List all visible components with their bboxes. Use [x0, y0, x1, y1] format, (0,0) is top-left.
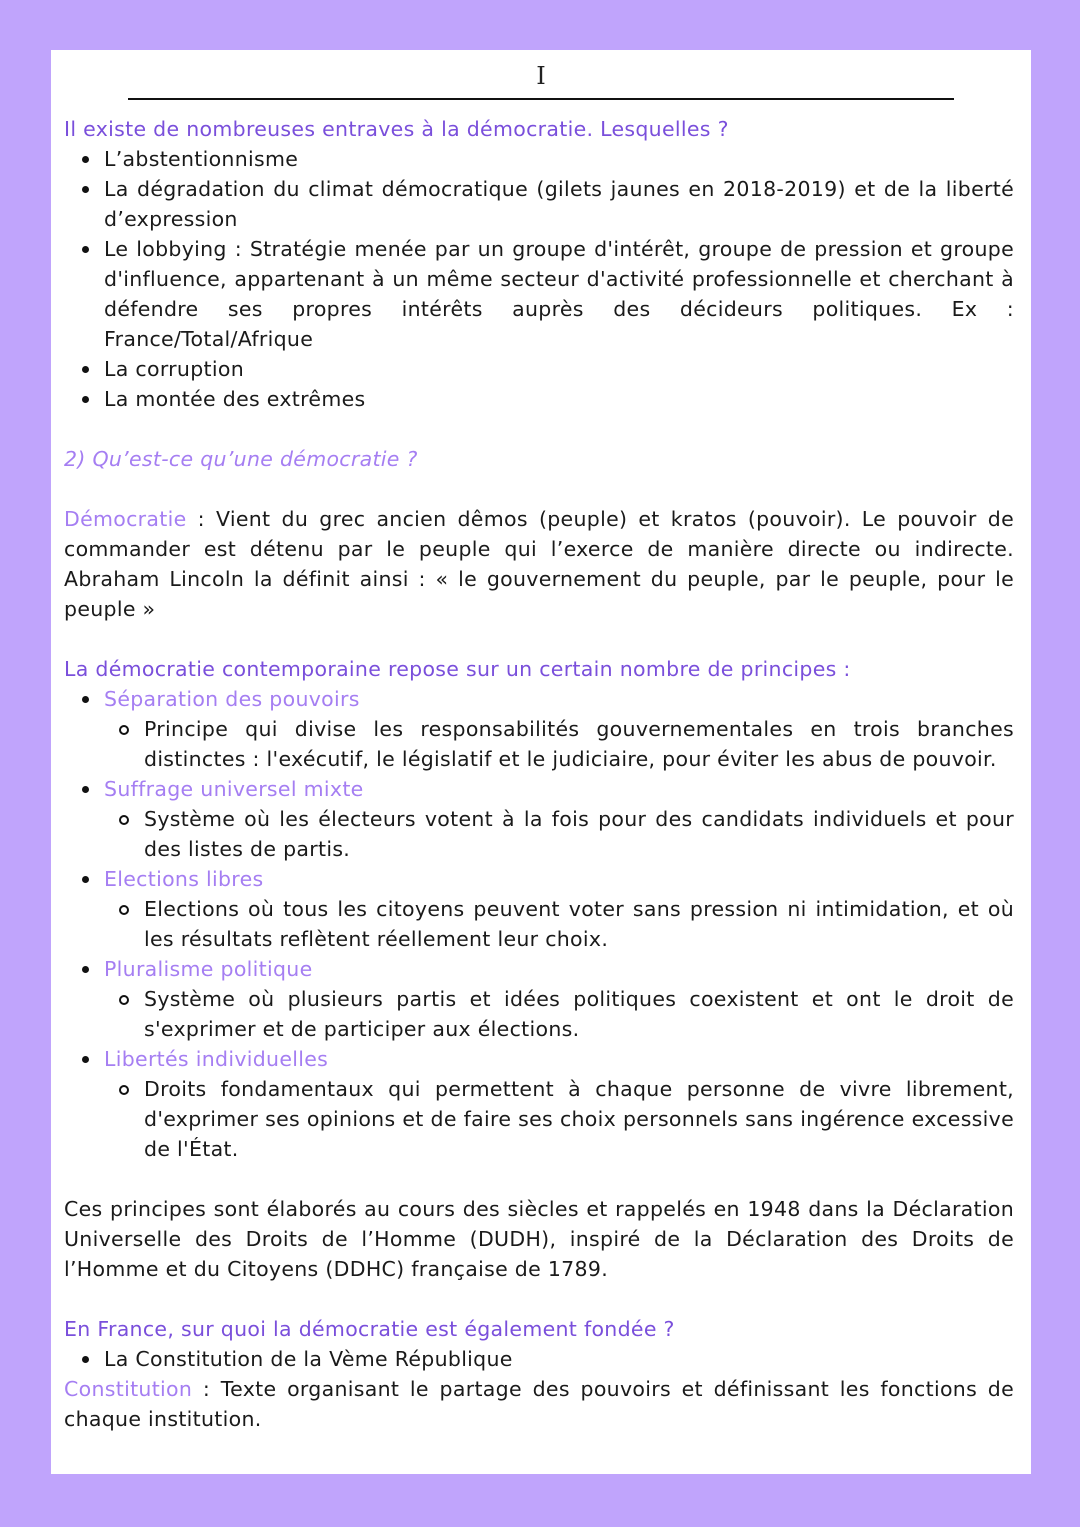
principle-detail: Principe qui divise les responsabilités gouvernementales en trois branches distinctes : l'exécutif, le législatif et le judiciaire, pour éviter les abus de pouvoir. — [104, 714, 1014, 774]
principles-list — [64, 684, 1014, 1164]
constitution-definition — [64, 1374, 1014, 1434]
list-item: La Constitution de la Vème République — [64, 1344, 1014, 1374]
principle-detail: Droits fondamentaux qui permettent à chaque personne de vivre librement, d'exprimer ses opinions et de faire ses choix personnels sans ingérence excessive de l'État. — [104, 1074, 1014, 1164]
principle-title: Séparation des pouvoirs — [104, 687, 360, 711]
principle-title: Libertés individuelles — [104, 1047, 329, 1071]
document-page — [51, 50, 1031, 1474]
definition-term: Constitution — [64, 1377, 193, 1401]
definition-term: Démocratie — [64, 507, 187, 531]
principle-detail: Système où les électeurs votent à la fois pour des candidats individuels et pour des listes de partis. — [104, 804, 1014, 864]
header-divider — [128, 98, 954, 100]
principle-detail: Elections où tous les citoyens peuvent voter sans pression ni intimidation, et où les résultats reflètent réellement leur choix. — [104, 894, 1014, 954]
definition-text: : Texte organisant le partage des pouvoirs et définissant les fonctions de chaque institution. — [64, 1377, 1014, 1431]
list-item: La dégradation du climat démocratique (gilets jaunes en 2018-2019) et de la liberté d’expression — [64, 174, 1014, 234]
principle-item — [64, 774, 1014, 864]
principle-item — [64, 864, 1014, 954]
principle-item — [64, 1044, 1014, 1164]
principle-item — [64, 684, 1014, 774]
obstacles-question: Il existe de nombreuses entraves à la démocratie. Lesquelles ? — [64, 117, 729, 141]
list-item: L’abstentionnisme — [64, 144, 1014, 174]
france-list — [64, 1344, 1014, 1374]
principles-closing: Ces principes sont élaborés au cours des siècles et rappelés en 1948 dans la Déclaration Universelle des Droits de l’Homme (DUDH), inspiré de la Déclaration des Droits de l’Homme et du Citoyens (DDHC) française de 1789. — [64, 1197, 1014, 1281]
definition-text: : Vient du grec ancien dêmos (peuple) et kratos (pouvoir). Le pouvoir de commander est détenu par le peuple qui l’exerce de manière directe ou indirecte. Abraham Lincoln la définit ainsi : « le gouvernement du peuple, par le peuple, pour le peuple » — [64, 507, 1014, 621]
list-item: La corruption — [64, 354, 1014, 384]
principle-title: Elections libres — [104, 867, 264, 891]
section-heading: 2) Qu’est-ce qu’une démocratie ? — [64, 447, 418, 471]
obstacles-list — [64, 144, 1014, 414]
principle-title: Pluralisme politique — [104, 957, 313, 981]
principle-title: Suffrage universel mixte — [104, 777, 364, 801]
principle-item — [64, 954, 1014, 1044]
document-content — [64, 114, 1014, 1434]
list-item: Le lobbying : Stratégie menée par un groupe d'intérêt, groupe de pression et groupe d'influence, appartenant à un même secteur d'activité professionnelle et cherchant à défendre ses propres intérêts auprès des décideurs politiques. Ex : France/Total/Afrique — [64, 234, 1014, 354]
list-item: La montée des extrêmes — [64, 384, 1014, 414]
democratie-definition — [64, 504, 1014, 624]
france-question: En France, sur quoi la démocratie est également fondée ? — [64, 1317, 675, 1341]
principle-detail: Système où plusieurs partis et idées politiques coexistent et ont le droit de s'exprimer et de participer aux élections. — [104, 984, 1014, 1044]
principles-intro: La démocratie contemporaine repose sur un certain nombre de principes : — [64, 657, 851, 681]
page-header-letter: I — [536, 62, 546, 90]
